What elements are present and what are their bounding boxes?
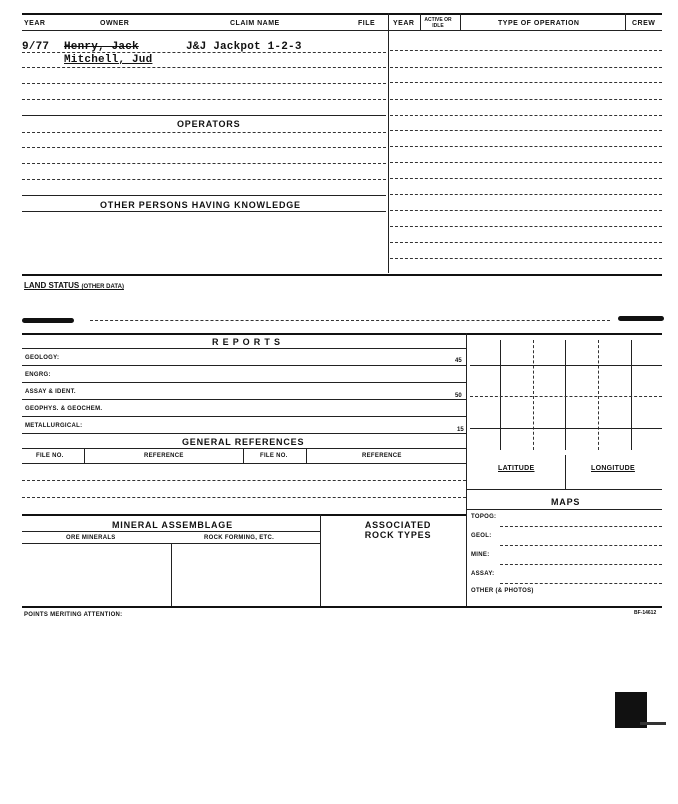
- land-status-title: [24, 281, 124, 290]
- main-divider: [388, 13, 389, 273]
- header-file: FILE: [358, 20, 376, 27]
- report-row-line: [22, 433, 466, 434]
- land-status-label: LAND STATUS: [24, 281, 80, 290]
- operation-row-line: [390, 258, 662, 259]
- general-references-title: GENERAL REFERENCES: [182, 437, 305, 447]
- operation-row-line: [390, 99, 662, 100]
- entry-owner-1: Henry, Jack: [64, 41, 139, 53]
- reports-top: [22, 333, 662, 335]
- ref-row-line: [22, 497, 466, 498]
- report-row-line: [22, 399, 466, 400]
- owner-section-line: [22, 115, 386, 116]
- report-num-45: 45: [455, 358, 462, 364]
- header-owner: OWNER: [100, 20, 130, 27]
- ref-reference-1: REFERENCE: [144, 453, 184, 459]
- maps-row-line: [500, 526, 662, 527]
- report-metallurgical-label: METALLURGICAL:: [25, 423, 83, 429]
- header-divider-b: [460, 13, 461, 30]
- scan-mark-left: [22, 318, 74, 323]
- ref-col-divider: [243, 448, 244, 464]
- mineral-header-line: [22, 531, 320, 532]
- longitude-label: LONGITUDE: [591, 465, 635, 472]
- ref-file-no-2: FILE NO.: [260, 453, 288, 459]
- scan-mark-right: [618, 316, 664, 321]
- operator-row-line: [22, 132, 386, 133]
- reports-header-line: [22, 348, 466, 349]
- grid-line: [565, 340, 566, 450]
- reports-right-divider: [466, 333, 467, 607]
- top-border: [22, 13, 662, 15]
- header-divider-c: [625, 13, 626, 30]
- associated-rock-types-title: ASSOCIATED ROCK TYPES: [364, 520, 432, 540]
- grid-line: [500, 340, 501, 450]
- operation-row-line: [390, 82, 662, 83]
- operators-title: OPERATORS: [177, 119, 241, 129]
- gen-ref-header-line: [22, 448, 466, 449]
- rock-forming-label: ROCK FORMING, ETC.: [204, 535, 275, 541]
- operation-row-line: [390, 50, 662, 51]
- ref-col-divider: [84, 448, 85, 464]
- report-row-line: [22, 365, 466, 366]
- operation-row-line: [390, 226, 662, 227]
- entry-year: 9/77: [22, 41, 50, 53]
- operation-row-line: [390, 178, 662, 179]
- owner-row-line: [22, 67, 386, 68]
- operation-row-line: [390, 67, 662, 68]
- grid-line: [470, 396, 662, 397]
- ref-reference-2: REFERENCE: [362, 453, 402, 459]
- form-number: BF-14612: [634, 610, 657, 616]
- ref-file-no-1: FILE NO.: [36, 453, 64, 459]
- ore-minerals-label: ORE MINERALS: [66, 535, 116, 541]
- maps-geol-label: GEOL:: [471, 533, 492, 539]
- mineral-col-divider: [171, 543, 172, 606]
- header-crew: CREW: [632, 20, 656, 27]
- maps-topog-label: TOPOG:: [471, 514, 497, 520]
- maps-row-line: [500, 564, 662, 565]
- header-claim-name: CLAIM NAME: [230, 20, 280, 27]
- operators-section-line: [22, 195, 386, 196]
- header-year-right: YEAR: [393, 20, 415, 27]
- header-divider-a: [420, 13, 421, 30]
- operation-row-line: [390, 146, 662, 147]
- owner-row-line: [22, 52, 386, 53]
- operation-row-line: [390, 242, 662, 243]
- lat-long-bottom: [466, 489, 662, 490]
- report-geology-label: GEOLOGY:: [25, 355, 60, 361]
- report-engrg-label: ENGRG:: [25, 372, 51, 378]
- points-meriting-label: POINTS MERITING ATTENTION:: [24, 612, 123, 618]
- maps-row-line: [500, 583, 662, 584]
- owner-row-line: [22, 83, 386, 84]
- grid-line: [533, 340, 534, 450]
- header-year: YEAR: [24, 20, 46, 27]
- owner-row-line: [22, 99, 386, 100]
- ref-section-bottom: [22, 514, 466, 516]
- maps-title: MAPS: [551, 497, 581, 507]
- entry-claim-name: J&J Jackpot 1-2-3: [186, 41, 302, 53]
- maps-other-label: OTHER (& PHOTOS): [471, 588, 534, 594]
- land-status-top: [22, 274, 662, 276]
- other-persons-title: OTHER PERSONS HAVING KNOWLEDGE: [100, 200, 301, 210]
- entry-owner-2: Mitchell, Jud: [64, 54, 153, 66]
- report-row-line: [22, 416, 466, 417]
- operator-row-line: [22, 179, 386, 180]
- report-num-15: 15: [457, 427, 464, 433]
- maps-mine-label: MINE:: [471, 552, 490, 558]
- grid-line: [470, 365, 662, 366]
- bottom-section-line: [22, 606, 662, 608]
- other-persons-line: [22, 211, 386, 212]
- header-active-or-idle: ACTIVE OR IDLE: [424, 17, 452, 29]
- report-row-line: [22, 382, 466, 383]
- lat-long-divider: [565, 455, 566, 489]
- ref-col-divider: [306, 448, 307, 464]
- grid-line: [631, 340, 632, 450]
- operator-row-line: [22, 147, 386, 148]
- report-num-50: 50: [455, 393, 462, 399]
- operation-row-line: [390, 210, 662, 211]
- grid-line: [470, 428, 662, 429]
- report-geophys-label: GEOPHYS. & GEOCHEM.: [25, 406, 103, 412]
- operation-row-line: [390, 115, 662, 116]
- maps-assay-label: ASSAY:: [471, 571, 495, 577]
- scan-mark-tail: [640, 722, 666, 725]
- ref-row-line: [22, 480, 466, 481]
- grid-line: [598, 340, 599, 450]
- operation-row-line: [390, 194, 662, 195]
- mineral-rock-divider: [320, 514, 321, 606]
- header-type-of-operation: TYPE OF OPERATION: [498, 20, 580, 27]
- latitude-label: LATITUDE: [498, 465, 535, 472]
- header-bottom-line: [22, 30, 662, 31]
- operation-row-line: [390, 162, 662, 163]
- reports-title: R E P O R T S: [212, 337, 281, 347]
- operator-row-line: [22, 163, 386, 164]
- mineral-assemblage-title: MINERAL ASSEMBLAGE: [112, 520, 233, 530]
- land-status-line: [90, 320, 610, 321]
- ref-header-bottom: [22, 463, 466, 464]
- report-assay-label: ASSAY & IDENT.: [25, 389, 76, 395]
- operation-row-line: [390, 130, 662, 131]
- maps-row-line: [500, 545, 662, 546]
- maps-header-line: [466, 509, 662, 510]
- land-status-sublabel: (OTHER DATA): [81, 284, 124, 290]
